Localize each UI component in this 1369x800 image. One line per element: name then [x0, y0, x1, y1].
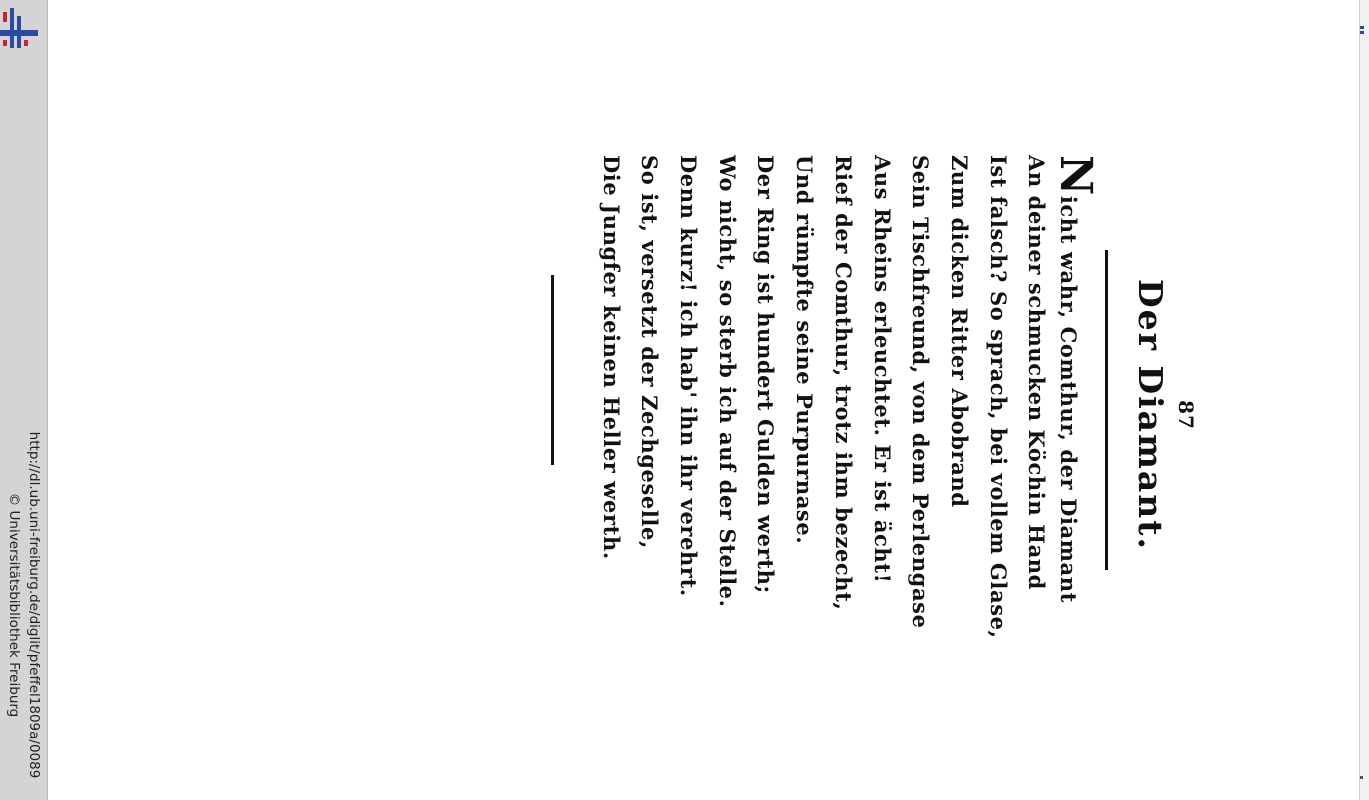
copyright-notice: © Universitätsbibliothek Freiburg — [5, 492, 22, 718]
verse-line: An deiner schmucken Köchin Hand — [1024, 155, 1050, 590]
rotated-text-block — [540, 155, 1200, 675]
poem-body — [591, 155, 1101, 675]
verse-line: Zum dicken Ritter Abobrand — [946, 155, 972, 508]
verse-line: Sein Tischfreund, von dem Perlengase — [908, 155, 934, 629]
verse-line: Nicht wahr, Comthur, der Diamant — [1050, 155, 1101, 603]
sidebar-caption — [0, 0, 47, 800]
verse-line: Rief der Comthur, trotz ihm bezecht, — [830, 155, 856, 611]
sidebar — [0, 0, 48, 800]
verse-line: Und rümpfte seine Purpurnase. — [792, 155, 818, 545]
title-rule — [1105, 250, 1108, 570]
edge-logo-fragment-icon — [1360, 22, 1364, 38]
verse-line: Aus Rheins erleuchtet. Er ist ächt! — [869, 155, 895, 584]
document-url[interactable]: http://dl.ub.uni-freiburg.de/diglit/pfeffel1809a/0089 — [25, 431, 42, 779]
verse-line: Ist falsch? So sprach, bei vollem Glase, — [985, 155, 1011, 639]
verse-line: So ist, versetzt der Zechgeselle, — [637, 155, 663, 549]
page-number: 87 — [1174, 400, 1198, 430]
poem-title: Der Diamant. — [1131, 278, 1170, 552]
verse-line: Wo nicht, so sterb ich auf der Stelle. — [714, 155, 740, 608]
verse-line: Denn kurz! ich hab' ihn ihr verehrt. — [676, 155, 702, 597]
verse-line: Der Ring ist hundert Gulden werth; — [753, 155, 779, 594]
closing-rule — [551, 275, 554, 465]
verse-line: Die Jungfer keinen Heller werth. — [598, 155, 624, 560]
adjacent-page-edge — [1359, 0, 1369, 800]
edge-mark-dot — [1360, 776, 1363, 779]
